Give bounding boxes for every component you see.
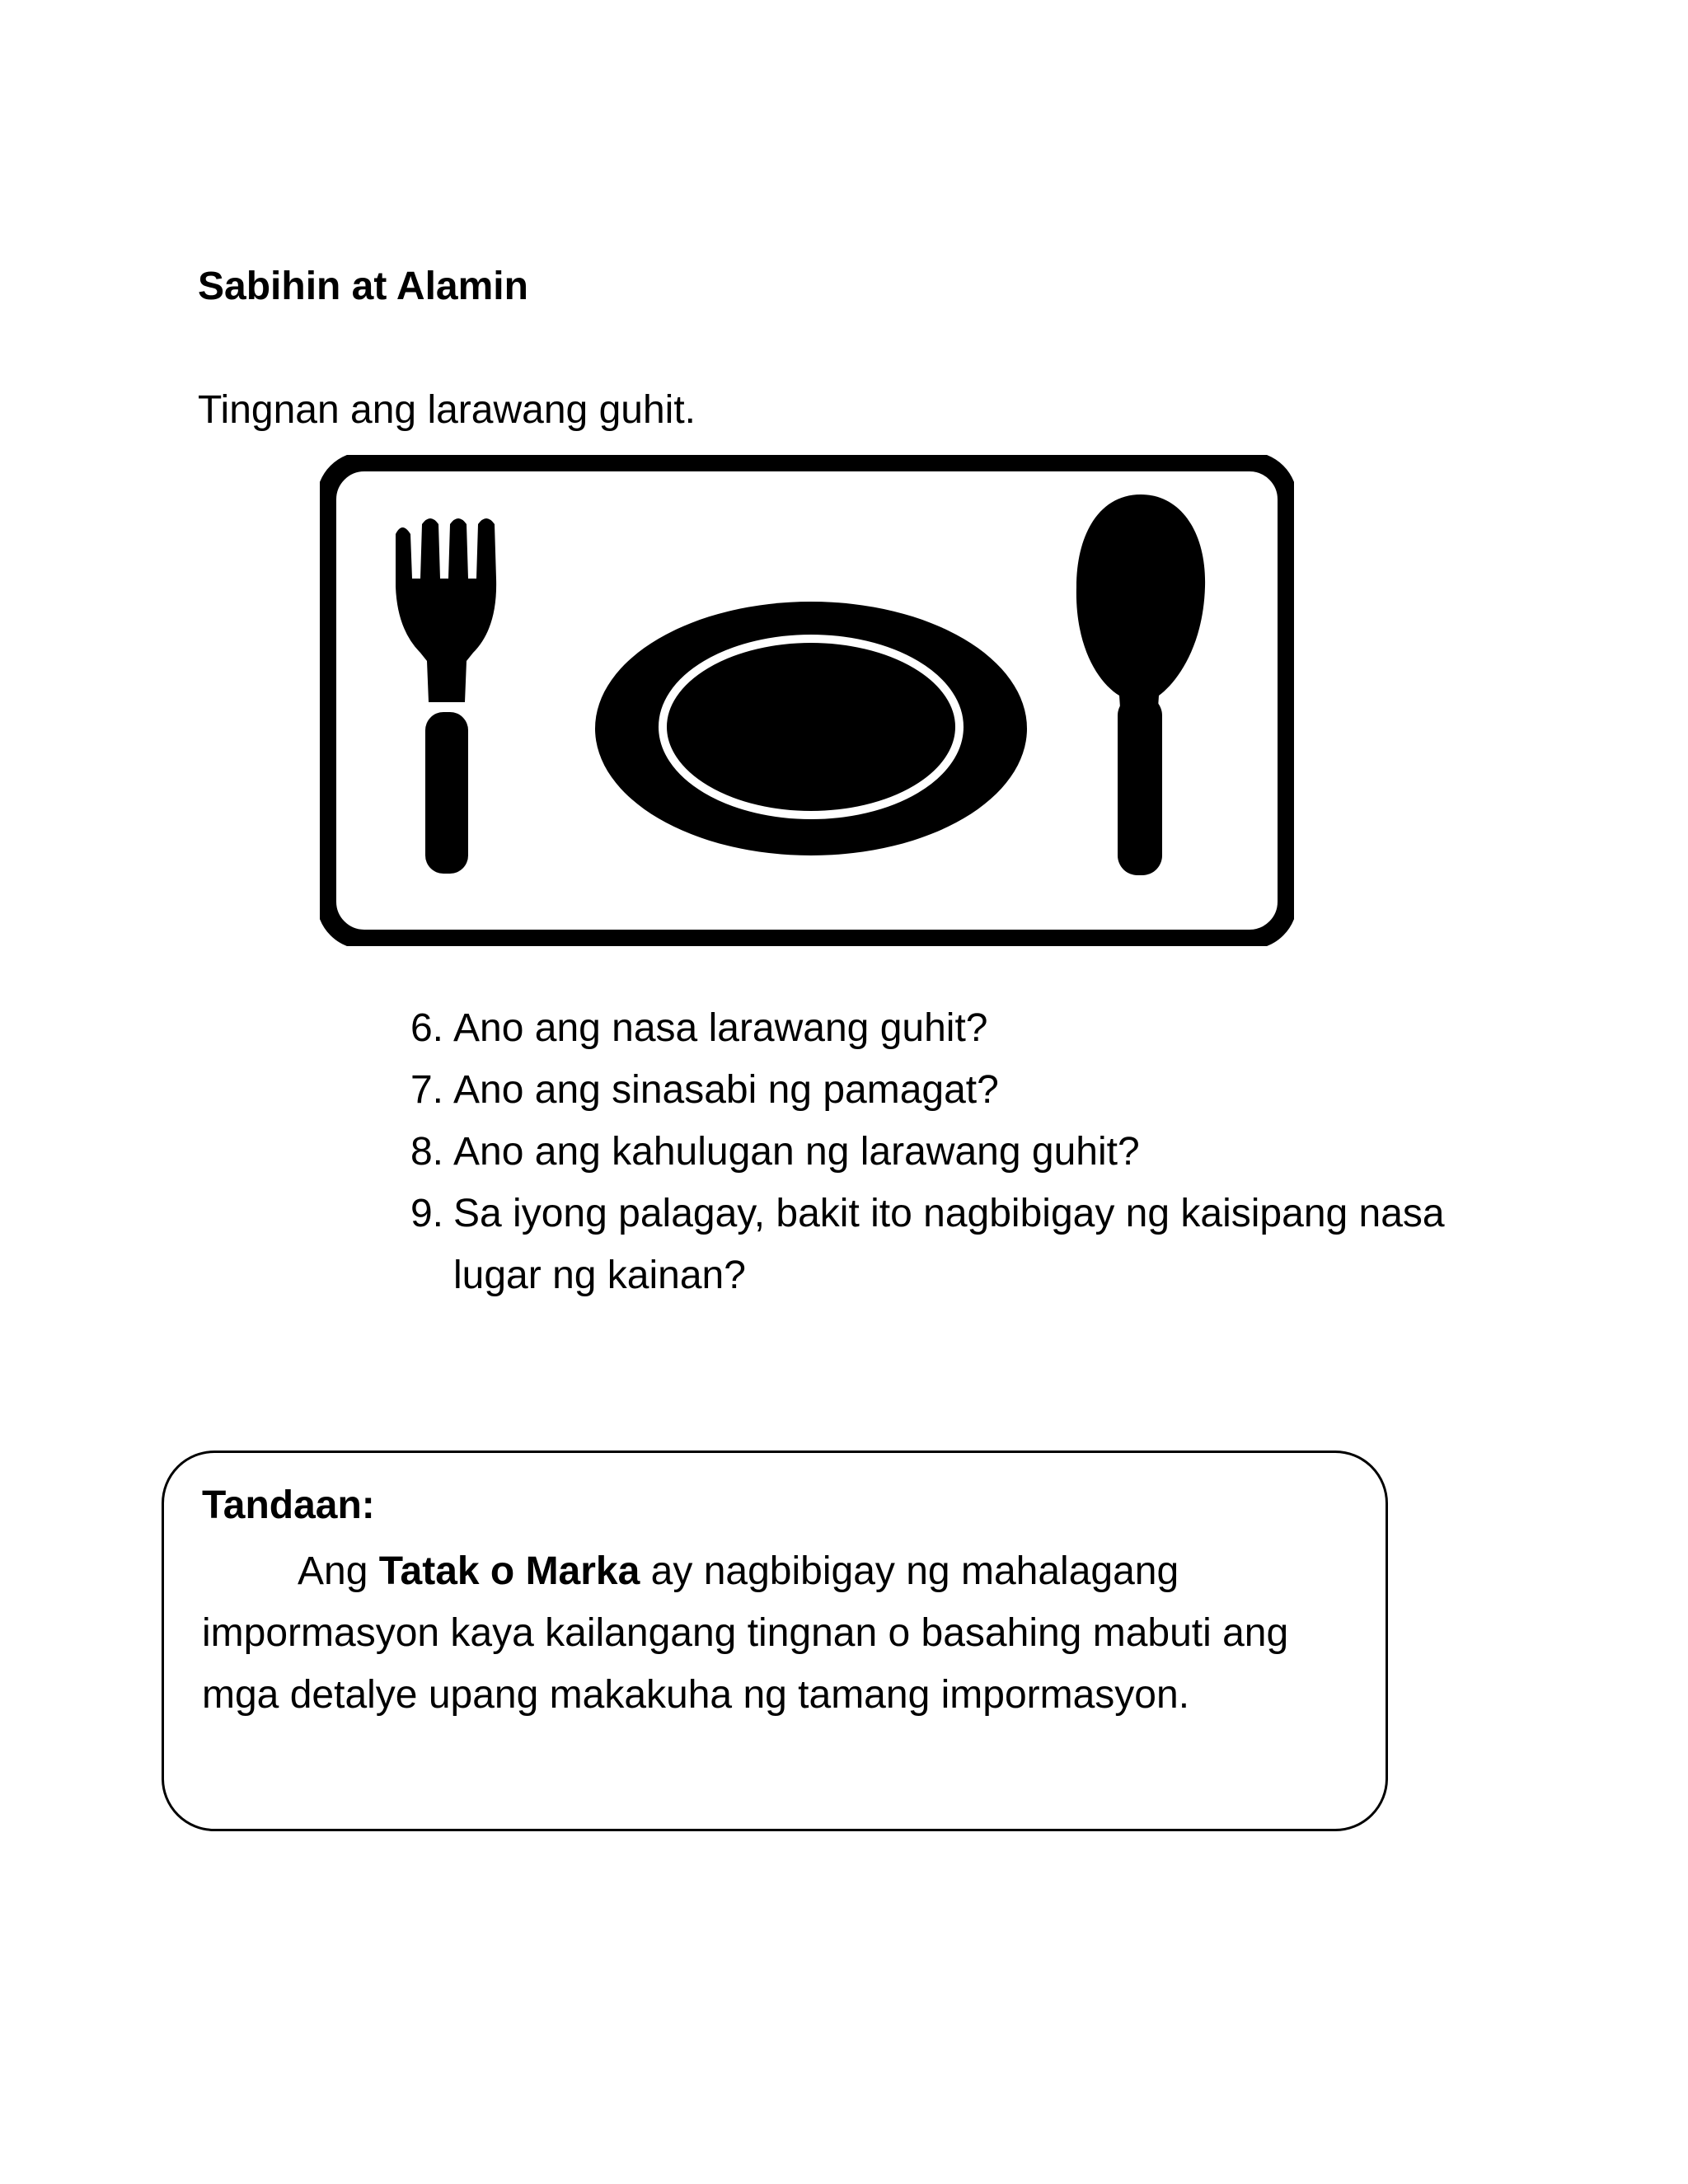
section-heading: Sabihin at Alamin — [198, 265, 528, 308]
reminder-box — [162, 1451, 1388, 1831]
spoon-icon — [1076, 494, 1205, 875]
list-item — [387, 1121, 1459, 1183]
dining-sign-picture — [320, 455, 1294, 946]
list-item — [387, 1059, 1459, 1121]
question-text: Sa iyong palagay, bakit ito nagbibigay ng kaisipang nasa lugar ng kainan? — [453, 1192, 1445, 1297]
question-number: 9. — [410, 1192, 443, 1235]
fork-icon — [396, 518, 496, 874]
question-number: 7. — [410, 1068, 443, 1112]
question-number: 8. — [410, 1130, 443, 1174]
reminder-term: Tatak o Marka — [378, 1549, 640, 1593]
question-text: Ano ang nasa larawang guhit? — [453, 1006, 988, 1050]
instruction-text: Tingnan ang larawang guhit. — [198, 388, 696, 432]
list-item — [387, 997, 1459, 1059]
reminder-text — [202, 1540, 1356, 1726]
reminder-lead: Ang — [298, 1549, 368, 1593]
question-number: 6. — [410, 1006, 443, 1050]
question-list — [387, 997, 1459, 1306]
question-text: Ano ang kahulugan ng larawang guhit? — [453, 1130, 1140, 1174]
list-item — [387, 1183, 1459, 1306]
reminder-title: Tandaan: — [202, 1483, 375, 1527]
plate-icon — [595, 602, 1027, 855]
question-text: Ano ang sinasabi ng pamagat? — [453, 1068, 999, 1112]
reminder-body: ay nagbibigay ng mahalagang impormasyon kaya kailangang tingnan o basahing mabuti ang mga detalye upang makakuha ng tamang impormasyon. — [202, 1549, 1289, 1717]
